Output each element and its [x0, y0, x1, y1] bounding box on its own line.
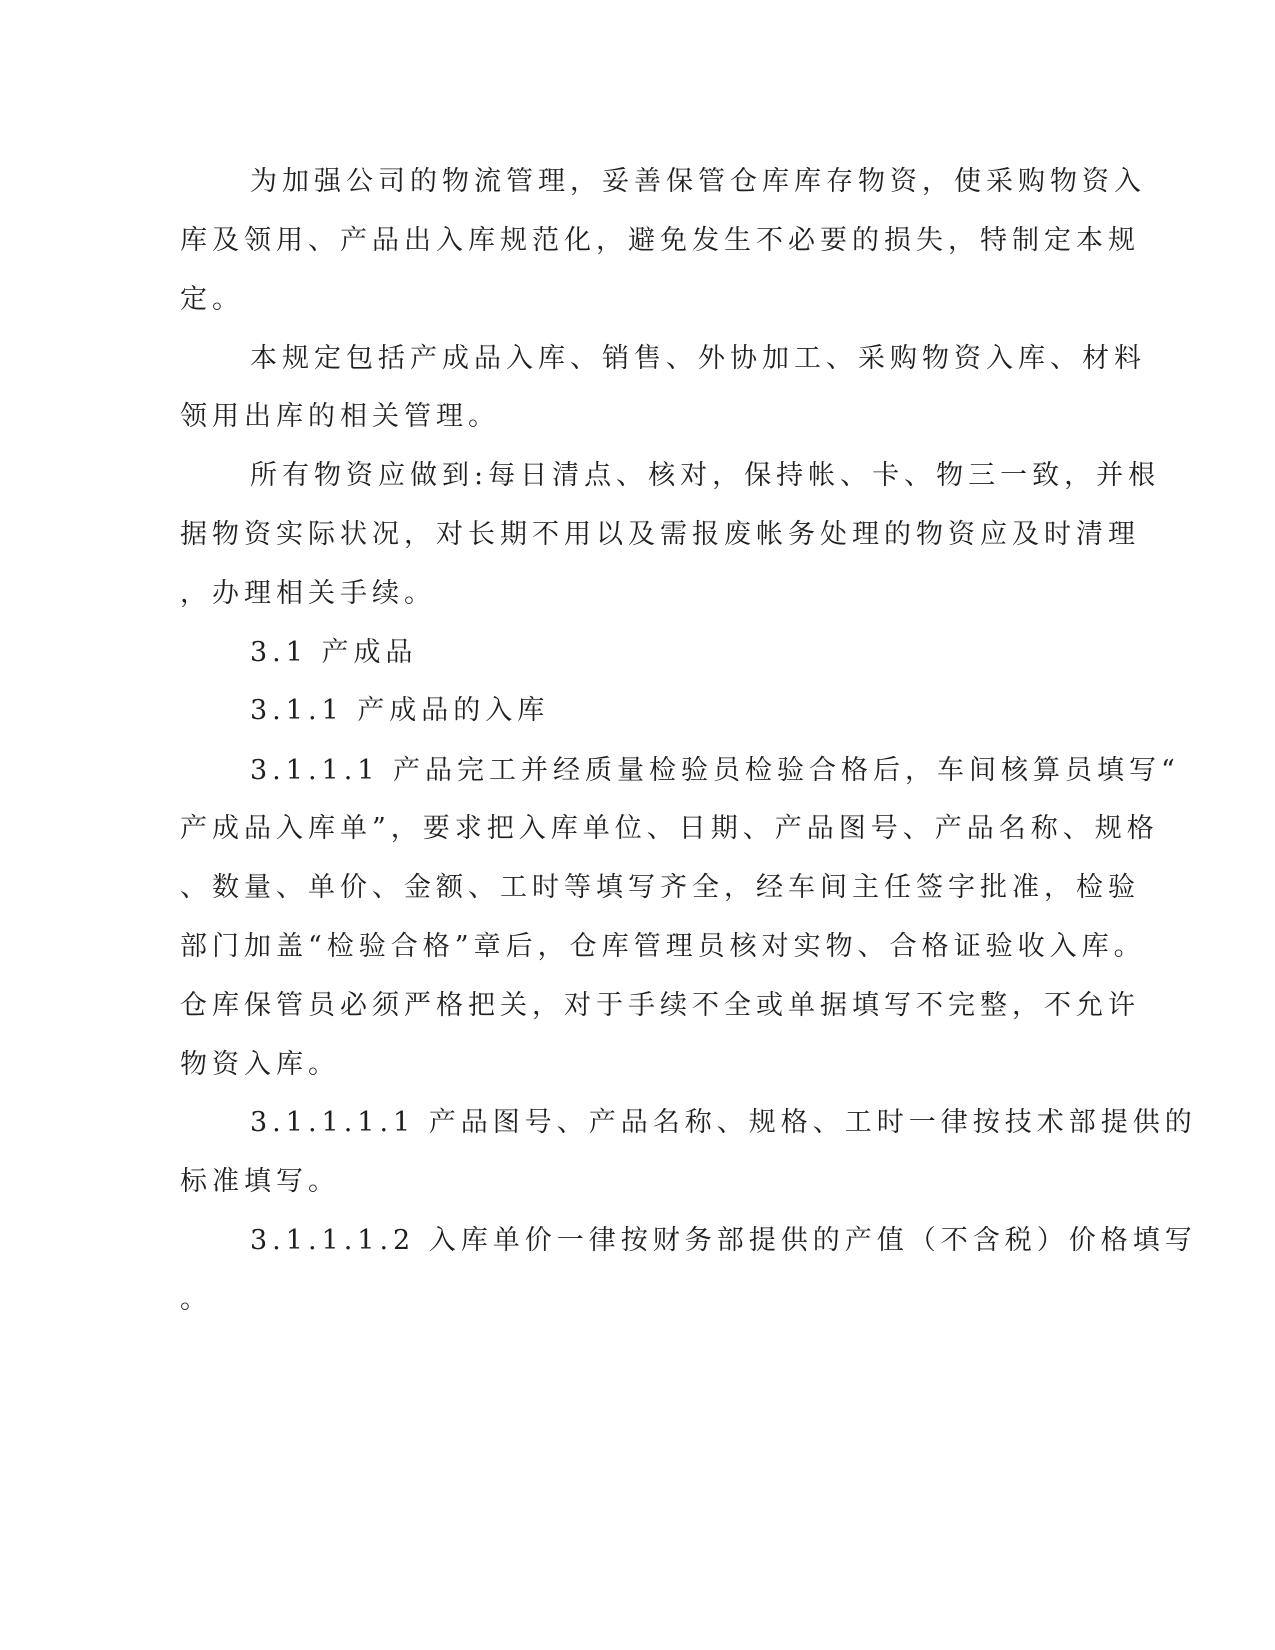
clause-3-1-1-1-line-3: 、数量、单价、金额、工时等填写齐全，经车间主任签字批准，检验 — [180, 872, 1140, 903]
paragraph-1-line-2: 库及领用、产品出入库规范化，避免发生不必要的损失，特制定本规 — [180, 225, 1140, 256]
clause-3-1-1-1-2-line-2: 。 — [180, 1284, 212, 1315]
clause-3-1-1-1-line-2: 产成品入库单”，要求把入库单位、日期、产品图号、产品名称、规格 — [180, 813, 1159, 844]
section-heading-3-1-1: 3.1.1 产成品的入库 — [250, 695, 550, 726]
paragraph-3-line-2: 据物资实际状况，对长期不用以及需报废帐务处理的物资应及时清理 — [180, 519, 1140, 550]
paragraph-2-line-2: 领用出库的相关管理。 — [180, 401, 500, 432]
clause-3-1-1-1-1-line-1: 3.1.1.1.1 产品图号、产品名称、规格、工时一律按技术部提供的 — [250, 1107, 1197, 1138]
clause-3-1-1-1-2-line-1: 3.1.1.1.2 入库单价一律按财务部提供的产值（不含税）价格填写 — [250, 1225, 1197, 1256]
clause-3-1-1-1-line-1: 3.1.1.1 产品完工并经质量检验员检验合格后，车间核算员填写“ — [250, 755, 1180, 786]
clause-3-1-1-1-line-5: 仓库保管员必须严格把关，对于手续不全或单据填写不完整，不允许 — [180, 990, 1140, 1021]
section-heading-3-1: 3.1 产成品 — [250, 637, 418, 668]
clause-3-1-1-1-1-line-2: 标准填写。 — [180, 1166, 340, 1197]
paragraph-2-line-1: 本规定包括产成品入库、销售、外协加工、采购物资入库、材料 — [250, 343, 1146, 374]
paragraph-1-line-1: 为加强公司的物流管理，妥善保管仓库库存物资，使采购物资入 — [250, 166, 1146, 197]
paragraph-1-line-3: 定。 — [180, 284, 244, 315]
paragraph-3-line-1: 所有物资应做到:每日清点、核对，保持帐、卡、物三一致，并根 — [250, 460, 1161, 491]
clause-3-1-1-1-line-4: 部门加盖“检验合格”章后，仓库管理员核对实物、合格证验收入库。 — [180, 931, 1146, 962]
clause-3-1-1-1-line-6: 物资入库。 — [180, 1049, 340, 1080]
paragraph-3-line-3: ，办理相关手续。 — [180, 578, 436, 609]
